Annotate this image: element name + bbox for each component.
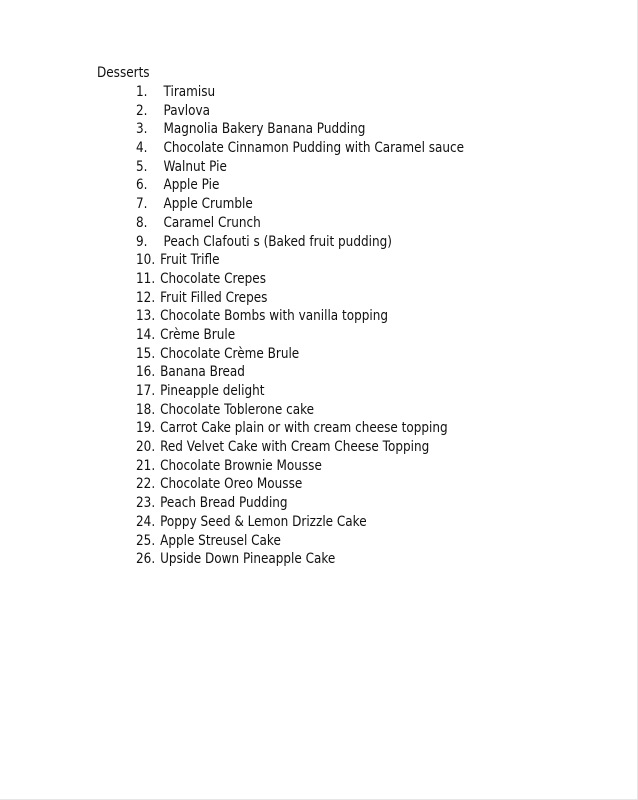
item-number: 18.	[136, 401, 156, 418]
list-item	[136, 158, 464, 177]
list-item	[136, 83, 464, 102]
list-item	[136, 419, 464, 438]
item-text: Caramel Crunch	[163, 214, 261, 231]
list-item	[136, 513, 464, 532]
item-text: Chocolate Crème Brule	[160, 345, 300, 362]
list-item	[136, 457, 464, 476]
item-number: 20.	[136, 439, 156, 456]
list-item	[136, 326, 464, 345]
item-text: Peach Clafouti s (Baked fruit pudding)	[163, 233, 392, 250]
item-text: Chocolate Toblerone cake	[160, 401, 315, 418]
item-text: Poppy Seed & Lemon Drizzle Cake	[160, 513, 367, 530]
item-number: 19.	[136, 420, 156, 437]
item-number: 9.	[136, 233, 148, 250]
list-item	[136, 401, 464, 420]
item-text: Chocolate Cinnamon Pudding with Caramel sauce	[163, 140, 465, 157]
item-text: Upside Down Pineapple Cake	[160, 551, 336, 568]
list-item	[136, 345, 464, 364]
list-item	[136, 195, 464, 214]
item-text: Pineapple delight	[160, 383, 265, 399]
item-text: Carrot Cake plain or with cream cheese topping	[160, 420, 448, 437]
item-number: 6.	[136, 177, 148, 194]
item-number: 12.	[136, 289, 156, 306]
dessert-list	[136, 83, 517, 569]
item-text: Pavlova	[163, 102, 210, 119]
item-number: 10.	[136, 252, 156, 269]
list-item	[136, 550, 464, 569]
list-item	[136, 176, 464, 195]
list-item	[136, 214, 464, 233]
list-item	[136, 251, 464, 270]
item-text: Red Velvet Cake with Cream Cheese Topping	[160, 439, 430, 456]
item-text: Banana Bread	[160, 364, 245, 381]
list-item	[136, 120, 464, 139]
item-number: 5.	[136, 158, 148, 175]
item-number: 8.	[136, 214, 148, 231]
item-number: 21.	[136, 457, 156, 474]
item-text: Fruit Filled Crepes	[160, 289, 268, 306]
list-item	[136, 494, 464, 513]
item-text: Chocolate Oreo Mousse	[160, 476, 303, 493]
item-number: 25.	[136, 532, 156, 549]
item-number: 24.	[136, 513, 156, 530]
item-number: 4.	[136, 140, 148, 157]
item-text: Chocolate Crepes	[160, 270, 266, 287]
item-number: 15.	[136, 345, 156, 362]
list-item	[136, 139, 464, 158]
item-number: 2.	[136, 102, 148, 119]
item-text: Apple Streusel Cake	[160, 532, 281, 549]
item-text: Tiramisu	[163, 84, 216, 100]
list-item	[136, 382, 464, 401]
item-number: 3.	[136, 121, 148, 138]
item-number: 16.	[136, 364, 156, 381]
item-text: Walnut Pie	[163, 158, 227, 175]
list-item	[136, 102, 464, 121]
item-text: Crème Brule	[160, 326, 236, 343]
list-item	[136, 307, 464, 326]
item-text: Chocolate Bombs with vanilla topping	[160, 308, 388, 325]
item-number: 17.	[136, 383, 156, 399]
item-number: 22.	[136, 476, 156, 493]
list-item	[136, 270, 464, 289]
item-number: 26.	[136, 551, 156, 568]
item-text: Magnolia Bakery Banana Pudding	[163, 121, 366, 138]
item-text: Chocolate Brownie Mousse	[160, 457, 322, 474]
item-number: 14.	[136, 326, 156, 343]
list-item	[136, 438, 464, 457]
item-number: 23.	[136, 495, 156, 512]
item-text: Fruit Trifle	[160, 252, 220, 269]
list-item	[136, 233, 464, 252]
item-number: 13.	[136, 308, 156, 325]
item-number: 7.	[136, 196, 148, 213]
list-item	[136, 363, 464, 382]
item-text: Apple Crumble	[163, 196, 253, 213]
item-text: Peach Bread Pudding	[160, 495, 288, 512]
item-number: 1.	[136, 84, 148, 100]
list-item	[136, 532, 464, 551]
item-number: 11.	[136, 270, 156, 287]
list-item	[136, 475, 464, 494]
page-title: Desserts	[97, 65, 150, 81]
list-item	[136, 289, 464, 308]
item-text: Apple Pie	[163, 177, 220, 194]
